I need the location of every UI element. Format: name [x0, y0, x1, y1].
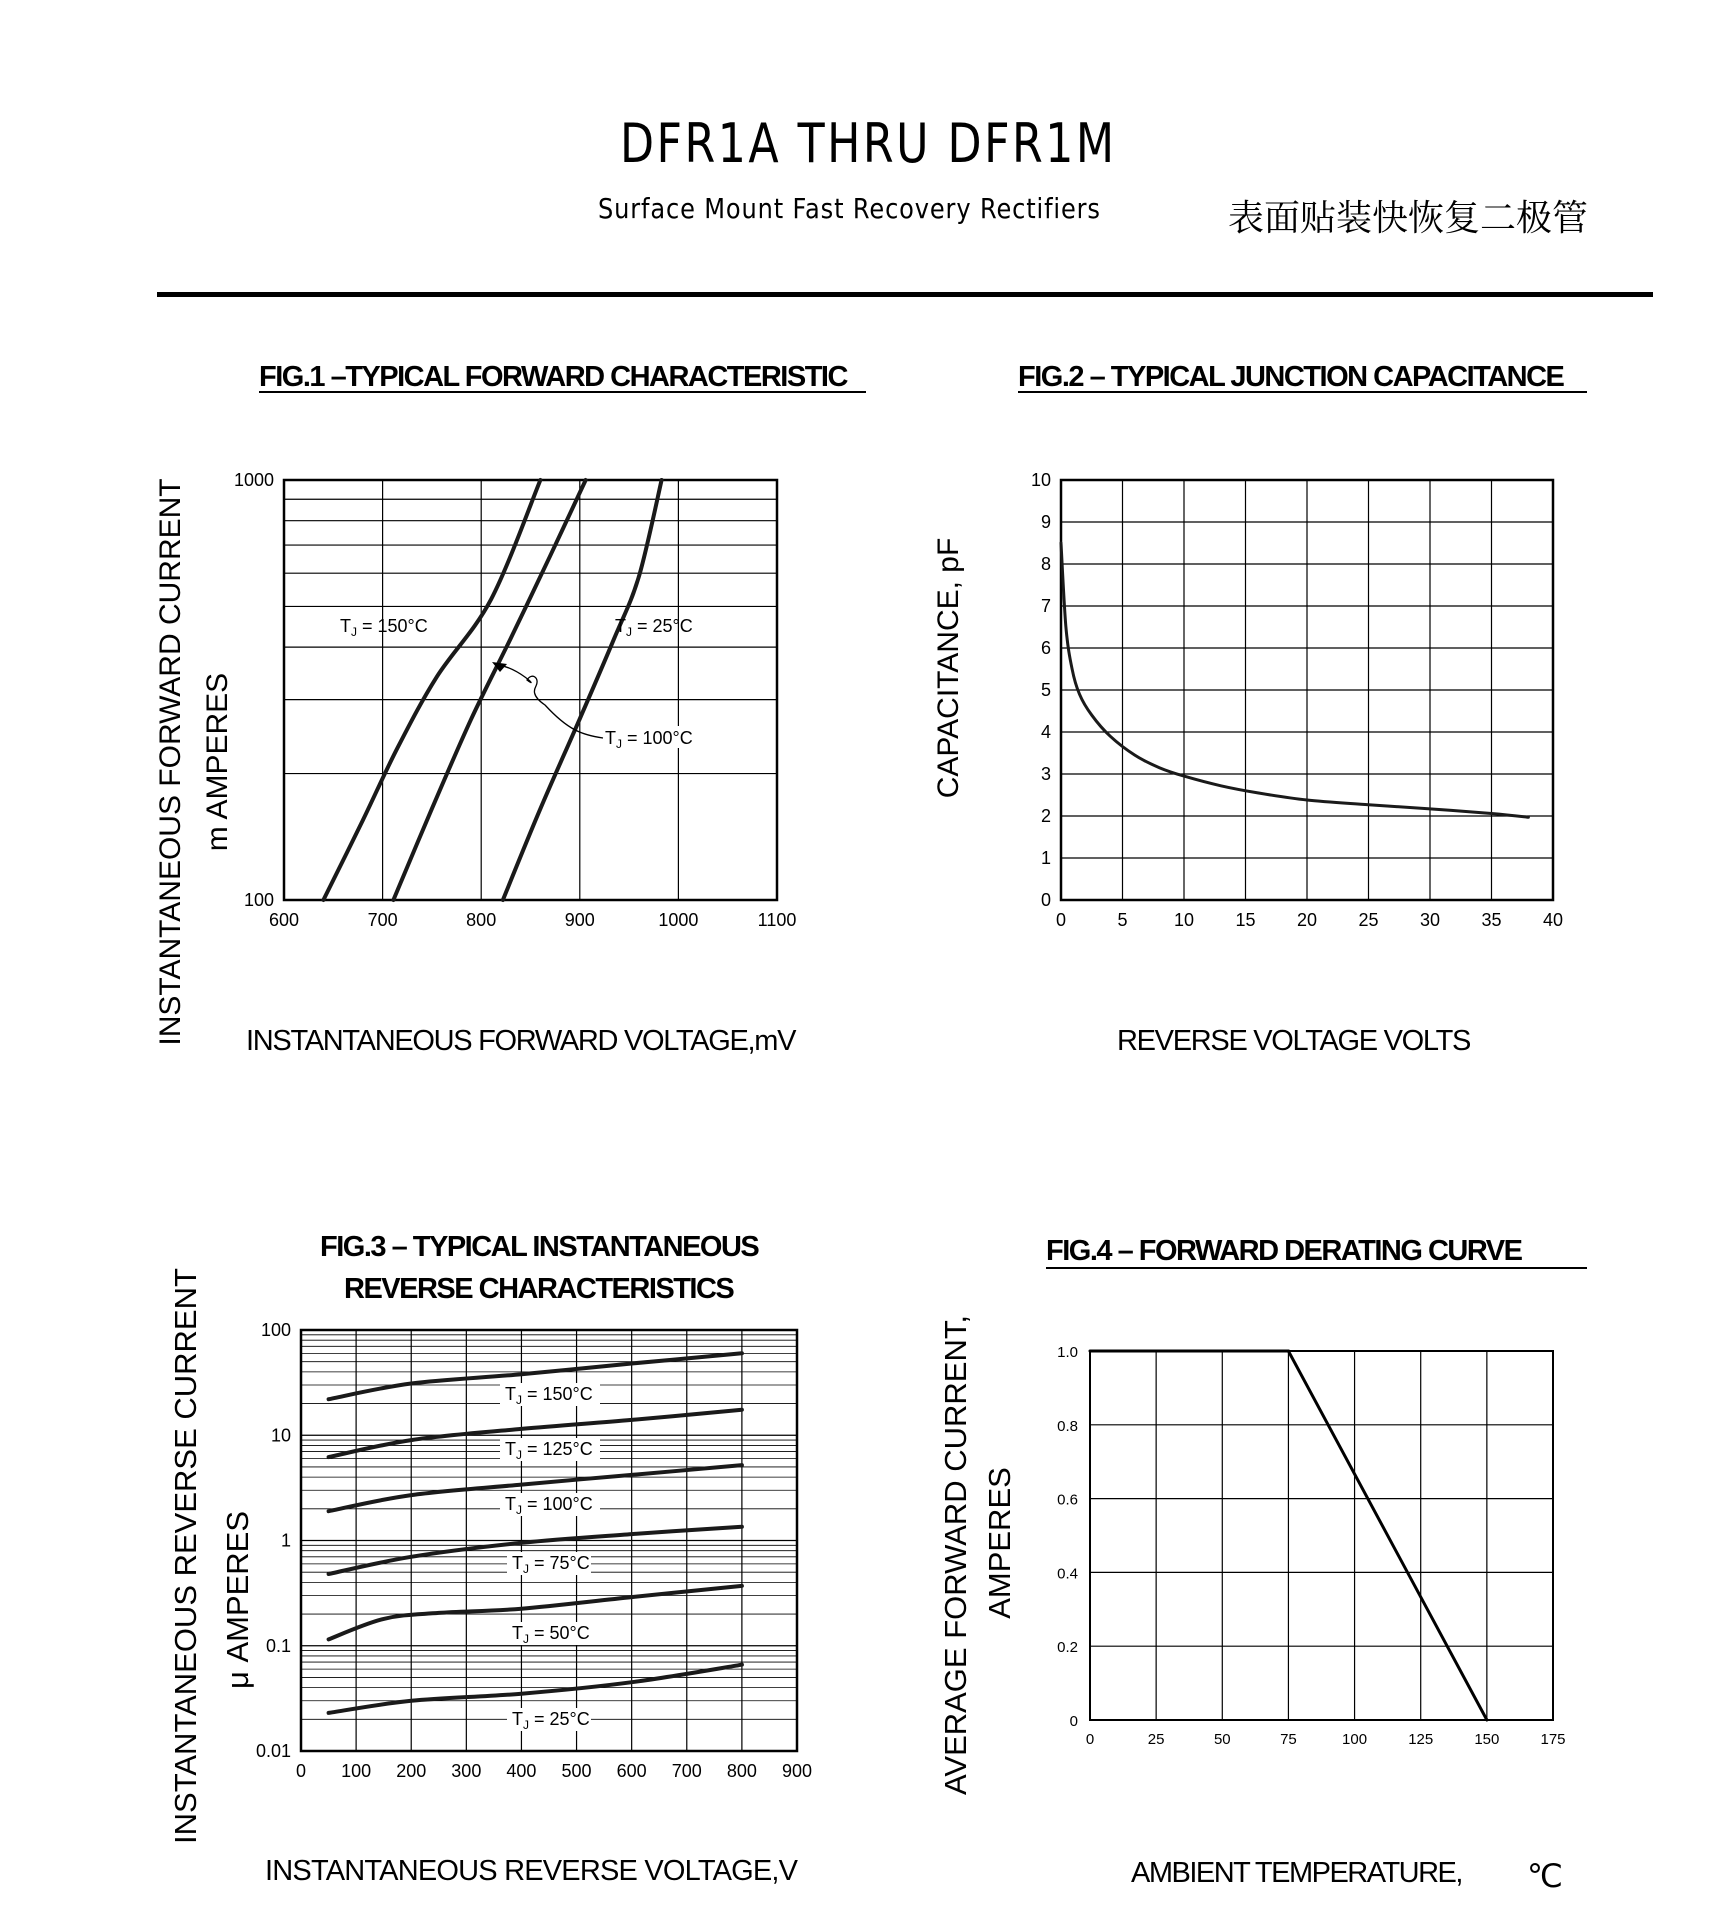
fig2-y-tick-label: 4: [1040, 722, 1051, 742]
fig3-x-tick-label: 700: [671, 1761, 702, 1781]
fig3-reverse-characteristics-chart: [168, 1231, 812, 1887]
fig4-x-axis-unit: ℃: [1527, 1858, 1563, 1894]
fig2-y-tick-label: 7: [1040, 596, 1051, 616]
fig2-x-axis-label: REVERSE VOLTAGE VOLTS: [1117, 1025, 1471, 1057]
fig2-y-tick-label: 3: [1040, 764, 1051, 784]
fig2-y-tick-label: 6: [1040, 638, 1051, 658]
fig4-y-tick-label: 1.0: [1057, 1344, 1078, 1361]
document-subtitle: Surface Mount Fast Recovery Rectifiers: [598, 192, 1101, 225]
fig3-x-tick-label: 300: [451, 1761, 482, 1781]
fig1-x-axis-label: INSTANTANEOUS FORWARD VOLTAGE,mV: [246, 1025, 796, 1057]
fig1-y-tick-label: 1000: [233, 470, 274, 490]
fig3-x-tick-label: 600: [616, 1761, 647, 1781]
fig4-y-tick-label: 0.4: [1057, 1565, 1078, 1583]
fig3-y-tick-label: 1: [280, 1530, 291, 1551]
fig2-y-tick-label: 5: [1040, 680, 1051, 700]
fig2-title: FIG.2 – TYPICAL JUNCTION CAPACITANCE: [1018, 361, 1564, 393]
fig2-y-tick-labels: [1031, 470, 1051, 910]
fig1-y-axis-label-2: m AMPERES: [201, 672, 234, 852]
fig3-y-tick-label: 100: [260, 1320, 291, 1340]
fig3-y-tick-label: 10: [270, 1425, 291, 1446]
fig2-y-tick-label: 2: [1040, 806, 1051, 826]
fig2-x-tick-label: 0: [1055, 910, 1067, 930]
fig4-x-axis-label: AMBIENT TEMPERATURE,: [1131, 1857, 1462, 1889]
fig1-series-line-0: [323, 480, 540, 900]
fig4-title: FIG.4 – FORWARD DERATING CURVE: [1046, 1235, 1522, 1267]
fig4-x-tick-label: 25: [1147, 1731, 1165, 1748]
fig3-x-tick-label: 200: [396, 1761, 427, 1781]
fig3-curve-label-0: $T_J = 150^\circ C$: [505, 1384, 593, 1407]
document-subtitle-chinese: 表面贴装快恢复二极管: [1228, 198, 1589, 239]
fig4-x-tick-labels: [1086, 1731, 1566, 1748]
fig4-plot-frame: [1090, 1351, 1553, 1720]
fig1-label-150c: $T_J = 150^\circ C$: [340, 616, 428, 639]
fig2-y-tick-label: 8: [1040, 554, 1051, 574]
fig1-x-tick-label: 800: [466, 910, 497, 930]
fig3-curves: [329, 1353, 742, 1713]
fig1-title: FIG.1 –TYPICAL FORWARD CHARACTERISTIC: [259, 361, 847, 393]
fig3-title-line-1: FIG.3 – TYPICAL INSTANTANEOUS: [320, 1231, 759, 1263]
fig1-x-tick-label: 900: [564, 910, 595, 930]
fig3-y-tick-label: 0.01: [255, 1741, 291, 1761]
fig1-label-100c: $T_J = 100^\circ C$: [605, 728, 693, 751]
fig3-curve-label-1: $T_J = 125^\circ C$: [505, 1439, 593, 1462]
fig3-series-line-5: [329, 1665, 742, 1713]
fig4-y-axis-label-1: AVERAGE FORWARD CURRENT,: [938, 1315, 973, 1795]
fig3-y-tick-label: 0.1: [265, 1635, 291, 1656]
fig3-y-axis-label-2: μ AMPERES: [220, 1510, 255, 1690]
fig4-x-tick-label: 0: [1085, 1731, 1095, 1748]
fig2-y-tick-label: 1: [1040, 848, 1051, 868]
fig2-y-tick-label: 10: [1030, 470, 1051, 490]
fig3-x-tick-label: 400: [506, 1761, 537, 1781]
fig3-title-line-2: REVERSE CHARACTERISTICS: [344, 1273, 734, 1305]
fig4-x-tick-label: 50: [1213, 1731, 1231, 1748]
fig2-x-tick-label: 30: [1419, 910, 1441, 930]
fig1-x-tick-label: 600: [268, 910, 300, 930]
fig2-x-tick-label: 20: [1296, 910, 1318, 930]
fig1-curves: [323, 480, 661, 900]
fig3-curve-label-4: $T_J = 50^\circ C$: [512, 1623, 590, 1646]
fig4-y-tick-label: 0.6: [1057, 1491, 1078, 1509]
fig1-x-tick-label: 700: [367, 910, 398, 930]
fig3-y-axis-label-1: INSTANTANEOUS REVERSE CURRENT: [168, 1268, 203, 1844]
fig2-series-line-0: [1061, 543, 1528, 817]
fig1-x-tick-label: 1000: [658, 910, 699, 930]
fig1-y-tick-labels: [234, 470, 274, 910]
fig2-y-tick-label: 0: [1040, 890, 1051, 910]
fig2-x-tick-labels: [1056, 910, 1563, 930]
fig2-x-tick-label: 10: [1173, 910, 1195, 930]
fig2-x-tick-label: 35: [1481, 910, 1502, 930]
fig1-series-line-2: [503, 480, 662, 900]
fig3-x-tick-label: 100: [341, 1761, 372, 1781]
fig2-x-tick-label: 25: [1358, 910, 1379, 930]
fig4-y-tick-labels: [1057, 1344, 1078, 1730]
fig2-y-tick-label: 9: [1040, 512, 1051, 532]
fig4-x-tick-label: 175: [1540, 1731, 1566, 1748]
fig4-x-tick-label: 75: [1280, 1731, 1297, 1748]
fig3-curve-label-2: $T_J = 100^\circ C$: [505, 1494, 593, 1517]
fig2-x-tick-label: 5: [1117, 910, 1128, 930]
fig3-curve-label-3: $T_J = 75^\circ C$: [512, 1553, 590, 1576]
fig4-x-tick-label: 150: [1474, 1731, 1500, 1748]
fig3-x-tick-labels: [296, 1761, 812, 1781]
fig4-y-tick-label: 0.8: [1057, 1417, 1078, 1435]
fig2-curves: [1061, 543, 1528, 817]
fig3-x-tick-label: 0: [295, 1761, 307, 1781]
fig3-y-tick-labels: [256, 1320, 291, 1761]
fig3-x-tick-label: 900: [781, 1761, 813, 1781]
fig1-y-axis-label-1: INSTANTANEOUS FORWARD CURRENT: [154, 478, 187, 1046]
fig4-y-axis-label-2: AMPERES: [982, 1467, 1017, 1619]
fig3-x-tick-label: 500: [561, 1761, 592, 1781]
fig2-x-tick-label: 40: [1542, 910, 1564, 930]
fig4-x-tick-label: 125: [1408, 1731, 1434, 1748]
fig4-grid: [1090, 1351, 1553, 1720]
fig1-forward-characteristic-chart: [154, 361, 866, 1057]
fig1-label-25c: $T_J = 25^\circ C$: [615, 616, 693, 639]
fig2-y-axis-label: CAPACITANCE, pF: [932, 537, 965, 799]
fig1-series-line-1: [393, 480, 585, 900]
fig2-x-tick-label: 15: [1235, 910, 1256, 930]
fig4-y-tick-label: 0.2: [1057, 1639, 1078, 1657]
fig4-y-tick-label: 0: [1069, 1713, 1078, 1730]
fig1-x-tick-label: 1100: [757, 910, 797, 930]
fig4-forward-derating-chart: [938, 1235, 1587, 1894]
fig1-y-tick-label: 100: [243, 890, 274, 910]
fig2-grid: [1061, 480, 1553, 900]
fig1-x-tick-labels: [269, 910, 796, 930]
fig3-x-axis-label: INSTANTANEOUS REVERSE VOLTAGE,V: [265, 1855, 798, 1887]
fig3-curve-label-5: $T_J = 25^\circ C$: [512, 1709, 590, 1732]
fig4-x-tick-label: 100: [1342, 1731, 1368, 1748]
document-title: DFR1A THRU DFR1M: [620, 112, 1117, 175]
fig2-junction-capacitance-chart: [932, 361, 1587, 1057]
fig3-x-tick-label: 800: [726, 1761, 757, 1781]
